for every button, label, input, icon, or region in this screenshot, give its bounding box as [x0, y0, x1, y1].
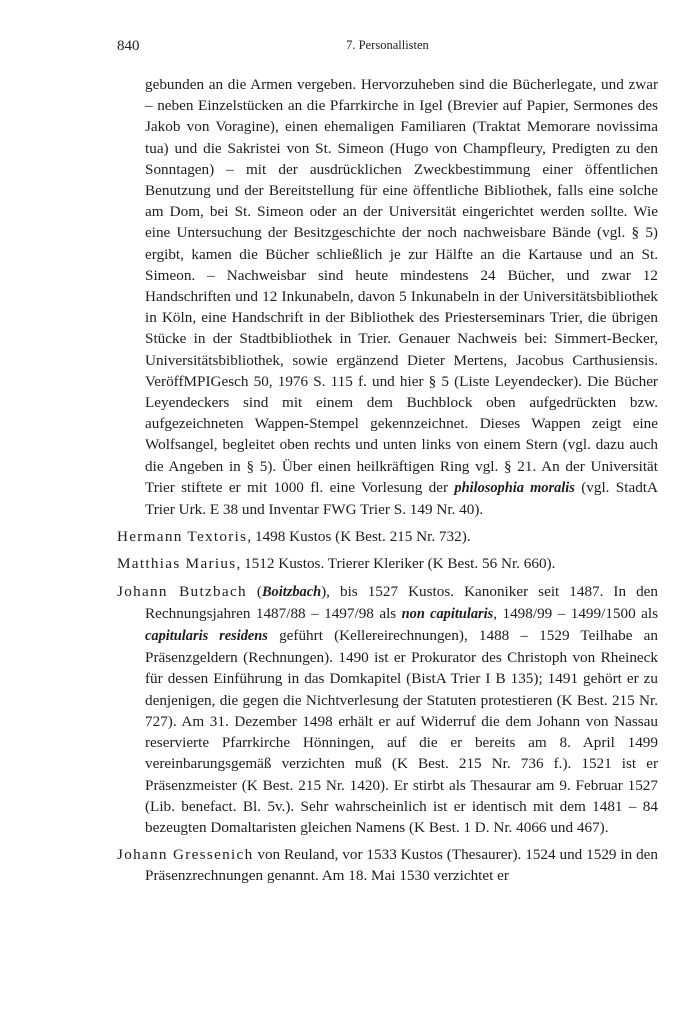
person-name: Matthias Marius: [117, 555, 237, 573]
italic-term: non capitularis: [401, 605, 494, 622]
person-entry: [117, 526, 658, 547]
person-name: Johann Gressenich: [117, 846, 254, 864]
running-head: 7. Personallisten: [346, 38, 429, 52]
italic-term: philosophia moralis: [454, 479, 575, 496]
entry-text: , 1498 Kustos (K Best. 215 Nr. 732).: [247, 528, 471, 546]
body-text: [117, 74, 658, 887]
entry-text: , 1498/99 – 1499/1500 als: [493, 604, 658, 622]
italic-term: capitularis residens: [145, 628, 268, 645]
entry-text: geführt (Kellereirechnungen), 1488 – 1529 Teilhabe an Präsenzgeldern (Rechnungen). 1490 ist er Prokurator des Christoph von Rheineck für dessen Einführung in das Domkapitel (BistA Trier I B 135); 1491 gehört er zu denjenigen, die gegen die Nichtverlesung der Statuten protestieren (K Best. 215 Nr. 727). Am 31. Dezember 1498 erhält er auf Widerruf die dem Johann von Nassau reservierte Pfarrkirche Hönningen, auf die er bereits am 8. April 1499 vereinbarungsgemäß verzichten muß (K Best. 215 Nr. 736 f.). 1521 ist er Präsenzmeister (K Best. 215 Nr. 1420). Er stirbt als Thesaurar am 9. Februar 1527 (Lib. benefact. Bl. 5v.). Sehr wahrscheinlich ist er identisch mit dem 1481 – 84 bezeugten Domaltaristen gleichen Namens (K Best. 1 D. Nr. 4066 und 467).: [145, 627, 658, 836]
person-entry: [117, 553, 658, 574]
entry-text: ), bis 1527 Kustos. Kanoniker seit 1487. In den Rechnungsjahren 1487/88 – 1497/98 als: [145, 582, 659, 622]
person-entry: [117, 844, 658, 886]
person-name: Hermann Textoris: [117, 528, 248, 546]
paragraph-text: (vgl. StadtA Trier Urk. E 38 und Inventar FWG Trier S. 149 Nr. 40).: [145, 478, 658, 519]
continued-paragraph: [117, 74, 658, 520]
paragraph-text: gebunden an die Armen vergeben. Hervorzuheben sind die Bücherlegate, und zwar – neben Einzelstücken an die Pfarrkirche in Igel (Brevier auf Papier, Sermones des Jakob von Voragine), einen ehemaligen Familiaren (Traktat Memorare novissima tua) und die Sakristei von St. Simeon (Hugo von Champfleury, Predigten zu den Sonntagen) – mit der ausdrücklichen Zweckbestimmung einer öffentlichen Benutzung und der Bereitstellung für eine öffentliche Bibliothek, falls eine solche am Dom, bei St. Simeon oder an der Universität eingerichtet werden sollte. Wie eine Untersuchung der Besitzgeschichte der noch nachweisbare Bände (vgl. § 5) ergibt, kamen die Bücher schließlich je zur Hälfte an die Kartause und an St. Simeon. – Nachweisbar sind heute mindestens 24 Bücher, und zwar 12 Handschriften und 12 Inkunabeln, davon 5 Inkunabeln in der Universitätsbibliothek in Köln, eine Handschrift in der Bibliothek des Priesterseminars Trier, die übrigen Stücke in der Stadtbibliothek in Trier. Genauer Nachweis bei: Simmert-Becker, Universitätsbibliothek, sowie ergänzend Dieter Mertens, Jacobus Carthusiensis. VeröffMPIGesch 50, 1976 S. 115 f. und hier § 5 (Liste Leyendecker). Die Bücher Leyendeckers sind mit einem dem Buchblock oben aufgedrückten bzw. aufgezeichneten Wappen-Stempel gekennzeichnet. Dieses Wappen zeigt eine Wolfsangel, begleitet oben rechts und unten links von einem Stern (vgl. dazu auch die Angeben in § 5). Über einen heilkräftigen Ring vgl. § 21. An der Universität Trier stiftete er mit 1000 fl. eine Vorlesung der: [145, 76, 658, 496]
entry-text: , 1512 Kustos. Trierer Kleriker (K Best. 56 Nr. 660).: [236, 555, 556, 573]
person-name: Johann Butzbach: [117, 582, 247, 600]
entry-text: von Reuland, vor 1533 Kustos (Thesaurer). 1524 und 1529 in den Präsenzrechnungen genannt. Am 18. Mai 1530 verzichtet er: [145, 846, 658, 885]
italic-term: Boitzbach: [261, 583, 322, 600]
page-header: [117, 38, 658, 58]
person-entry: [117, 581, 658, 838]
page-number: 840: [117, 38, 140, 54]
entry-text: (: [246, 582, 262, 600]
